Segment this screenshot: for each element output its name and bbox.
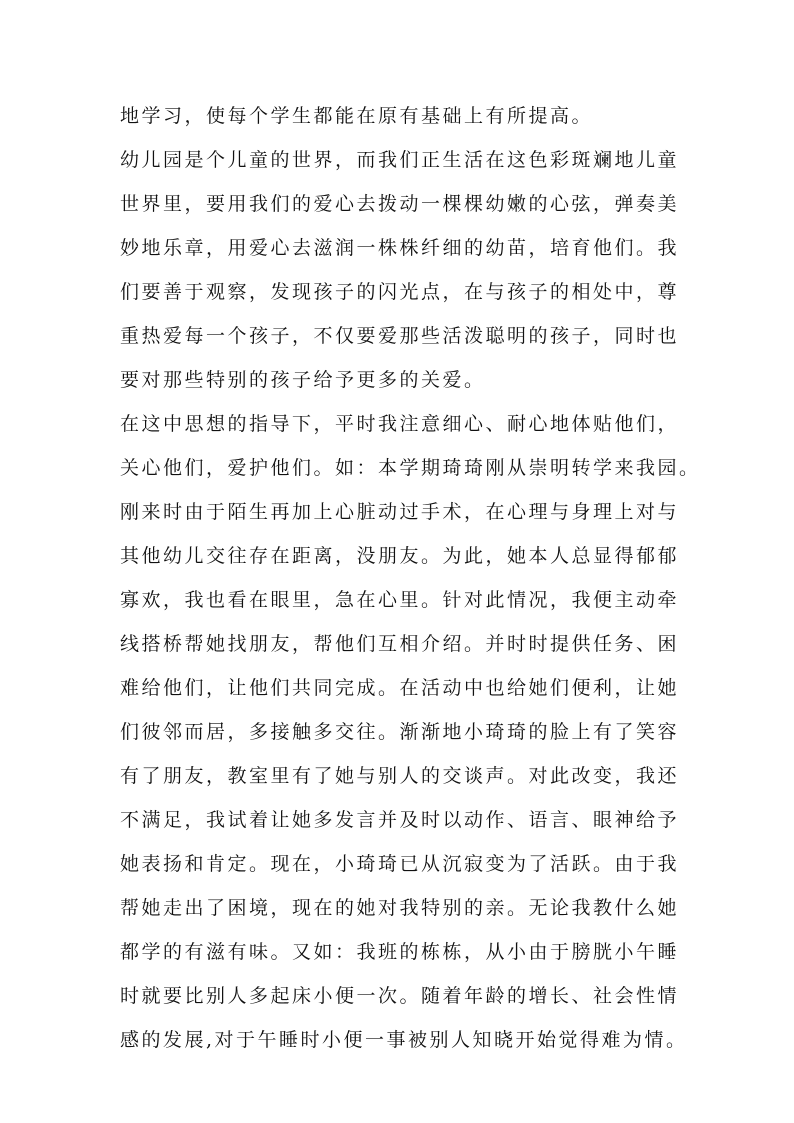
text-line: 重热爱每一个孩子，不仅要爱那些活泼聪明的孩子，同时也 <box>120 325 680 347</box>
text-line: 都学的有滋有味。又如：我班的栋栋，从小由于膀胱小午睡 <box>120 941 680 963</box>
text-line: 要对那些特别的孩子给予更多的关爱。 <box>120 369 486 391</box>
text-line: 寡欢，我也看在眼里，急在心里。针对此情况，我便主动牵 <box>120 589 680 611</box>
body-text <box>120 94 701 1062</box>
text-line: 有了朋友，教室里有了她与别人的交谈声。对此改变，我还 <box>120 765 680 787</box>
text-line: 难给他们，让他们共同完成。在活动中也给她们便利，让她 <box>120 677 680 699</box>
text-line: 刚来时由于陌生再加上心脏动过手术，在心理与身理上对与 <box>120 501 680 523</box>
text-line: 线搭桥帮她找朋友，帮他们互相介绍。并时时提供任务、困 <box>120 633 680 655</box>
text-line: 世界里，要用我们的爱心去拨动一棵棵幼嫩的心弦，弹奏美 <box>120 193 680 215</box>
text-line: 妙地乐章，用爱心去滋润一株株纤细的幼苗，培育他们。我 <box>120 237 680 259</box>
text-line: 时就要比别人多起床小便一次。随着年龄的增长、社会性情 <box>120 985 680 1007</box>
text-line: 幼儿园是个儿童的世界，而我们正生活在这色彩斑斓地儿童 <box>120 149 680 171</box>
text-line: 不满足，我试着让她多发言并及时以动作、语言、眼神给予 <box>120 809 680 831</box>
text-line: 们彼邻而居，多接触多交往。渐渐地小琦琦的脸上有了笑容 <box>120 721 680 743</box>
text-line: 她表扬和肯定。现在，小琦琦已从沉寂变为了活跃。由于我 <box>120 853 680 875</box>
text-line: 在这中思想的指导下，平时我注意细心、耐心地体贴他们， <box>120 413 680 435</box>
text-line: 帮她走出了困境，现在的她对我特别的亲。无论我教什么她 <box>120 897 680 919</box>
text-line: 们要善于观察，发现孩子的闪光点，在与孩子的相处中，尊 <box>120 281 680 303</box>
text-line: 感的发展,对于午睡时小便一事被别人知晓开始觉得难为情。 <box>120 1029 688 1051</box>
text-line: 其他幼儿交往存在距离，没朋友。为此，她本人总显得郁郁 <box>120 545 680 567</box>
text-line: 关心他们，爱护他们。如：本学期琦琦刚从崇明转学来我园。 <box>120 457 701 479</box>
text-line: 地学习，使每个学生都能在原有基础上有所提高。 <box>120 105 594 127</box>
